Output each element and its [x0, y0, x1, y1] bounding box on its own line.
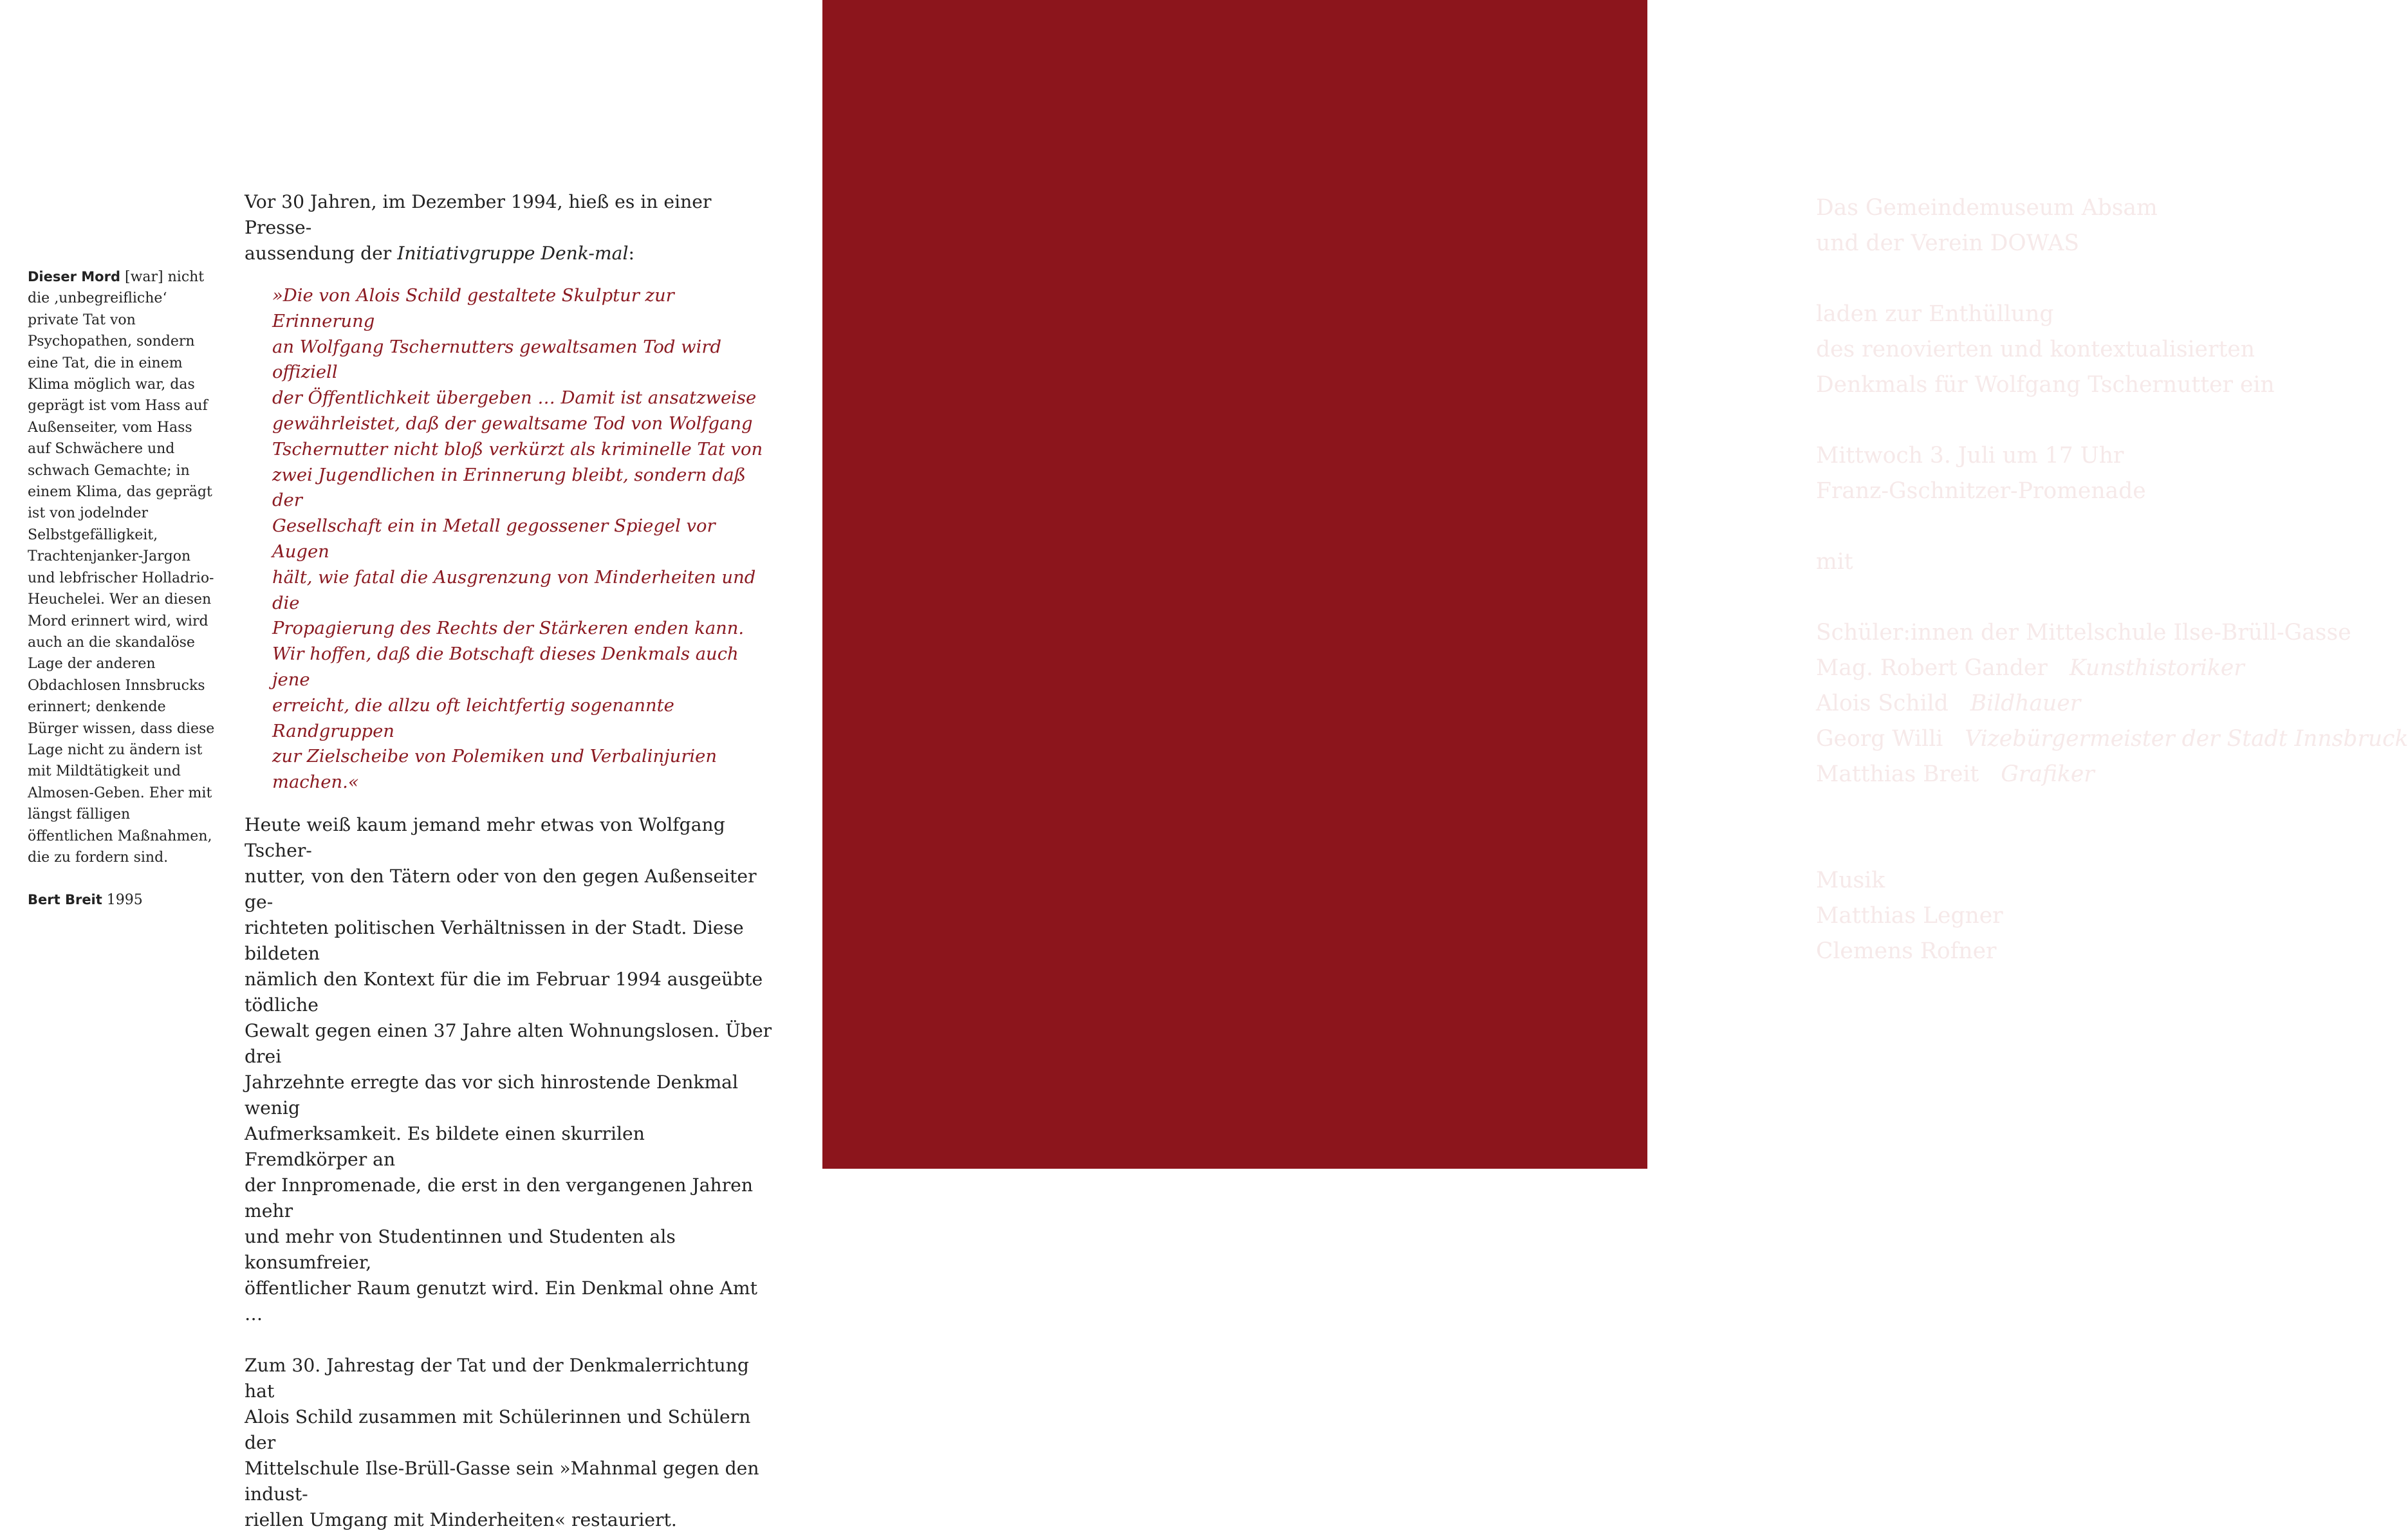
intro-paragraph [245, 189, 772, 266]
sidenote-quote [28, 266, 216, 911]
right-page [822, 0, 2408, 1169]
participant-4 [1816, 721, 2408, 757]
participant-3 [1816, 686, 2408, 721]
invitation-line-1: laden zur Enthüllung [1816, 301, 2054, 327]
invitation-line-2: des renovierten und kontextualisierten [1816, 337, 2255, 362]
participant-name: Georg Willi [1816, 726, 1943, 752]
participant-1 [1816, 615, 2408, 651]
intro-group: Initiativgruppe Denk-mal [397, 243, 629, 264]
participant-role: Grafiker [2001, 761, 2095, 787]
musician-2: Clemens Rofner [1816, 938, 1997, 964]
participant-role: Bildhauer [1970, 691, 2081, 716]
body-paragraph-2: Zum 30. Jahrestag der Tat und der Denkmalerrichtung hat Alois Schild zusammen mit Schülerinnen und Schülern der Mittelschule Ilse-Brüll-Gasse sein »Mahnmal gegen den indust- riellen Umgang mit Minderheiten« restauriert. [245, 1354, 759, 1530]
musician-1: Matthias Legner [1816, 903, 2003, 929]
participant-name: Mag. Robert Gander [1816, 655, 2048, 681]
participant-role: Kunsthistoriker [2069, 655, 2245, 681]
host-line-1: Das Gemeindemuseum Absam [1816, 195, 2158, 221]
participant-name: Schüler:innen der Mittelschule Ilse-Brüll-Gasse [1816, 620, 2351, 646]
with-label: mit [1816, 549, 1853, 575]
main-text [245, 189, 772, 1533]
invitation-block [1816, 190, 2408, 969]
music-label: Musik [1816, 868, 1885, 893]
sidenote-body: [war] nicht die ‚unbegreifliche‘ private Tat von Psychopathen, sondern eine Tat, die in einem Klima möglich war, das geprägt ist vom Hass auf Außenseiter, vom Hass auf Schwächere und schwach Gemachte; in einem Klima, das geprägt ist von jodelnder Selbstgefälligkeit, Trachtenjanker-Jargon und lebfrischer Holladrio-Heuchelei. Wer an diesen Mord erinnert wird, wird auch an die skandalöse Lage der anderen Obdachlosen Innsbrucks erinnert; denkende Bürger wissen, dass diese Lage nicht zu ändern ist mit Mildtätigkeit und Almosen-Geben. Eher mit längst fälligen öffentlichen Maßnahmen, die zu fordern sind. [28, 269, 215, 866]
sidenote-year: 1995 [102, 892, 143, 909]
event-date: Mittwoch 3. Juli um 17 Uhr [1816, 443, 2124, 469]
event-place: Franz-Gschnitzer-Promenade [1816, 478, 2146, 504]
sidenote-author: Bert Breit [28, 892, 102, 908]
sidenote-credit [28, 889, 216, 911]
left-page [0, 0, 822, 1530]
intro-colon: : [628, 243, 634, 264]
invitation-line-3: Denkmals für Wolfgang Tschernutter ein [1816, 372, 2275, 398]
participant-2 [1816, 651, 2408, 686]
press-quote: »Die von Alois Schild gestaltete Skulptur zur Erinnerung an Wolfgang Tschernutters gewaltsamen Tod wird offiziell der Öffentlichkeit übergeben … Damit ist ansatzweise gewährleistet, daß der gewaltsame Tod von Wolfgang Tschernutter nicht bloß verkürzt als kriminelle Tat von zwei Jugendlichen in Erinnerung bleibt, sondern daß der Gesellschaft ein in Metall gegossener Spiegel vor Augen hält, wie fatal die Ausgrenzung von Minderheiten und die Propagierung des Rechts der Stärkeren enden kann. Wir hoffen, daß die Botschaft dieses Denkmals auch jene erreicht, die allzu oft leichtfertig sogenannte Randgruppen zur Zielscheibe von Polemiken und Verbalinjurien machen.« [272, 286, 763, 793]
participant-name: Alois Schild [1816, 691, 1949, 716]
participant-name: Matthias Breit [1816, 761, 1979, 787]
host-line-2: und der Verein DOWAS [1816, 230, 2079, 256]
participant-5 [1816, 757, 2408, 792]
intro-text: Vor 30 Jahren, im Dezember 1994, hieß es in einer Presse- aussendung der [245, 191, 712, 264]
body-paragraph-1: Heute weiß kaum jemand mehr etwas von Wolfgang Tscher- nutter, von den Tätern oder von den gegen Außenseiter ge- richteten politischen Verhältnissen in der Stadt. Diese bildeten nämlich den Kontext für die im Februar 1994 ausgeübte tödliche Gewalt gegen einen 37 Jahre alten Wohnungslosen. Über drei Jahrzehnte erregte das vor sich hinrostende Denkmal wenig Aufmerksamkeit. Es bildete einen skurrilen Fremdkörper an der Innpromenade, die erst in den vergangenen Jahren mehr und mehr von Studentinnen und Studenten als konsumfreier, öffentlicher Raum genutzt wird. Ein Denkmal ohne Amt … [245, 813, 772, 1324]
sidenote-text [28, 266, 216, 868]
participant-role: Vizebürgermeister der Stadt Innsbruck [1965, 726, 2408, 752]
sidenote-lead: Dieser Mord [28, 269, 120, 284]
